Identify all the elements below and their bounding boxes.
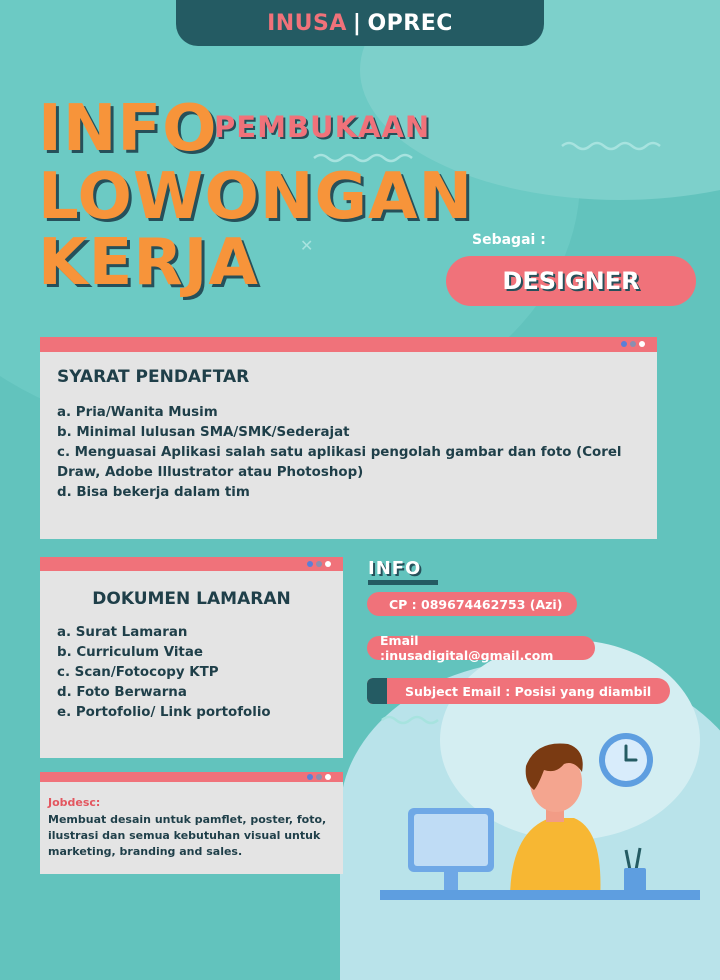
list-item: d. Foto Berwarna (57, 685, 187, 700)
list-item: b. Curriculum Vitae (57, 645, 203, 660)
title-pembukaan: PEMBUKAAN (214, 110, 431, 144)
title-lowongan: LOWONGAN (38, 160, 474, 234)
window-dots-icon (307, 561, 331, 567)
jobdesc-card (40, 772, 343, 874)
title-kerja: KERJA (38, 226, 259, 300)
contact-email-pill (367, 633, 595, 663)
designer-illustration (360, 700, 720, 900)
list-item: b. Minimal lulusan SMA/SMK/Sederajat (57, 425, 350, 440)
window-dots-icon (621, 341, 645, 347)
list-item: a. Surat Lamaran (57, 625, 188, 640)
info-underline (368, 580, 438, 585)
role-badge (446, 256, 696, 306)
requirements-heading: SYARAT PENDAFTAR (57, 367, 250, 387)
squiggle-decoration (560, 138, 668, 152)
cross-decoration: ✕ (300, 236, 314, 255)
person-figure (510, 743, 600, 900)
list-item: a. Pria/Wanita Musim (57, 405, 218, 420)
contact-phone: CP : 089674462753 (Azi) (389, 596, 563, 612)
desk (380, 890, 700, 900)
window-title-bar (40, 557, 343, 571)
documents-heading: DOKUMEN LAMARAN (92, 589, 291, 609)
brand-name: INUSA (267, 10, 347, 36)
window-dots-icon (307, 774, 331, 780)
contact-email: Email :inusadigital@gmail.com (380, 633, 554, 663)
position-label: Sebagai : (472, 232, 546, 248)
requirements-card (40, 337, 657, 539)
role-text: DESIGNER (502, 267, 640, 295)
window-title-bar (40, 337, 657, 352)
window-title-bar (40, 772, 343, 782)
documents-card (40, 557, 343, 758)
info-heading (368, 558, 438, 585)
pencil-cup-icon (624, 848, 646, 894)
monitor-icon (408, 808, 494, 890)
jobdesc-label: Jobdesc: (48, 796, 101, 809)
header-tab (176, 0, 544, 46)
contact-phone-pill (367, 592, 577, 616)
email-subject: Subject Email : Posisi yang diambil (405, 683, 652, 699)
documents-list (57, 623, 271, 723)
list-item: d. Bisa bekerja dalam tim (57, 485, 250, 500)
requirements-list (57, 403, 647, 503)
list-item: c. Menguasai Aplikasi salah satu aplikasi pengolah gambar dan foto (Corel Draw, Adobe Illustrator atau Photoshop) (57, 445, 622, 480)
jobdesc-text: Membuat desain untuk pamflet, poster, foto, ilustrasi dan semua kebutuhan visual untuk marketing, branding and sales. (48, 813, 327, 858)
title-info: INFO (38, 92, 218, 166)
header-separator: | (352, 10, 362, 36)
list-item: e. Portofolio/ Link portofolio (57, 705, 271, 720)
list-item: c. Scan/Fotocopy KTP (57, 665, 219, 680)
info-heading-text: INFO (368, 558, 422, 579)
clock-icon (599, 733, 653, 787)
header-tag: OPREC (367, 10, 453, 36)
